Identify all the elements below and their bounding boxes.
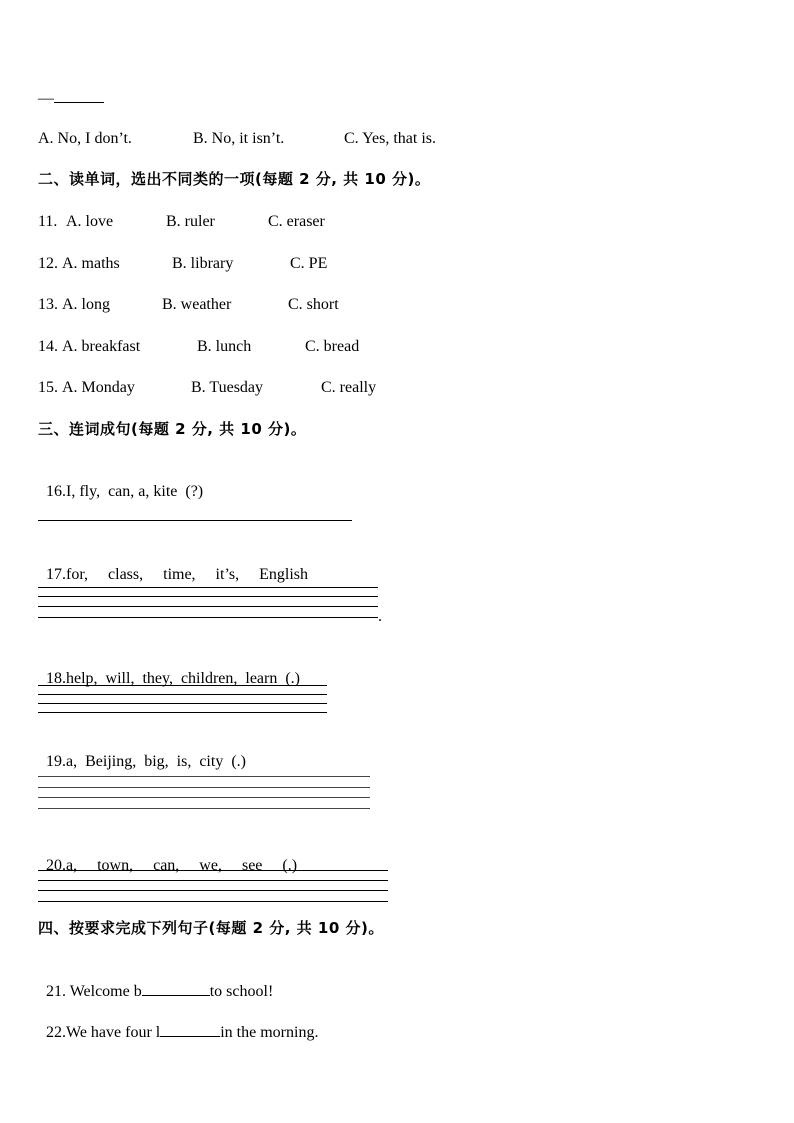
sentence-end: to school! [209,983,274,1000]
option-a[interactable]: A. long [62,296,110,313]
q19-answer-line-1[interactable] [38,776,370,777]
q16-answer-line[interactable] [38,520,352,521]
section-3-heading: 三、连词成句(每题 2 分, 共 10 分)。 [38,420,307,438]
question-number: 21. [46,983,66,1000]
question-22 [38,1002,318,1043]
option-b[interactable]: B. library [172,255,234,272]
sentence-start: Welcome b [66,983,142,1000]
q10-answer-line [38,88,104,109]
scrambled-words: help, will, they, children, learn (.) [66,670,300,687]
option-a[interactable]: A. love [66,213,114,230]
sentence-end: in the morning. [220,1024,319,1041]
question-number: 14. [38,338,58,355]
q10-dash: — [38,90,54,107]
q20-answer-line-2[interactable] [38,880,388,881]
q17-answer-line-4[interactable] [38,617,378,618]
section-2-heading: 二、读单词，选出不同类的一项(每题 2 分, 共 10 分)。 [38,170,431,188]
q10-option-c[interactable]: C. Yes, that is. [344,130,437,147]
option-c[interactable]: C. PE [290,255,328,272]
question-12 [38,254,438,274]
q10-option-a[interactable]: A. No, I don’t. [38,130,132,147]
q17-period: . [378,608,382,625]
option-c[interactable]: C. eraser [268,213,325,230]
q21-blank[interactable] [142,981,210,996]
q18-answer-line-2[interactable] [38,694,327,695]
option-b[interactable]: B. Tuesday [191,379,264,396]
option-b[interactable]: B. weather [162,296,232,313]
q22-blank[interactable] [160,1022,220,1037]
option-a[interactable]: A. Monday [62,379,135,396]
question-15 [38,378,438,398]
option-a[interactable]: A. maths [62,255,120,272]
q19-answer-line-4[interactable] [38,808,370,809]
q19-answer-line-3[interactable] [38,797,370,798]
q20-answer-line-4[interactable] [38,901,388,902]
q17-answer-line-2[interactable] [38,596,378,597]
question-16 [38,462,203,502]
question-number: 15. [38,379,58,396]
question-number: 12. [38,255,58,272]
scrambled-words: a, town, can, we, see (.) [66,857,298,874]
scrambled-words: a, Beijing, big, is, city (.) [66,753,246,770]
q10-option-b[interactable]: B. No, it isn’t. [193,130,285,147]
question-number: 20. [46,857,66,874]
question-13 [38,295,438,315]
q17-answer-line-1[interactable] [38,587,378,588]
question-21 [38,961,273,1002]
q18-answer-line-3[interactable] [38,703,327,704]
question-11 [38,212,438,232]
q19-answer-line-2[interactable] [38,787,370,788]
question-14 [38,337,438,357]
question-number: 19. [46,753,66,770]
option-b[interactable]: B. lunch [197,338,252,355]
q10-blank[interactable] [54,88,104,103]
q17-answer-line-3[interactable] [38,606,378,607]
section-4-heading: 四、按要求完成下列句子(每题 2 分, 共 10 分)。 [38,919,384,937]
q20-answer-line-3[interactable] [38,890,388,891]
question-number: 18. [46,670,66,687]
option-c[interactable]: C. short [288,296,339,313]
question-number: 11. [38,213,58,230]
question-18 [38,649,300,689]
question-17 [38,545,308,585]
q18-answer-line-4[interactable] [38,712,327,713]
q18-answer-line-1[interactable] [38,685,327,686]
option-b[interactable]: B. ruler [166,213,215,230]
question-number: 13. [38,296,58,313]
option-c[interactable]: C. really [321,379,377,396]
question-number: 22. [46,1024,66,1041]
question-number: 16. [46,483,66,500]
scrambled-words: I, fly, can, a, kite (?) [66,483,204,500]
sentence-start: We have four l [66,1024,161,1041]
scrambled-words: for, class, time, it’s, English [66,566,309,583]
question-19 [38,732,246,772]
question-number: 17. [46,566,66,583]
option-c[interactable]: C. bread [305,338,360,355]
option-a[interactable]: A. breakfast [62,338,141,355]
q20-answer-line-1[interactable] [38,870,388,871]
